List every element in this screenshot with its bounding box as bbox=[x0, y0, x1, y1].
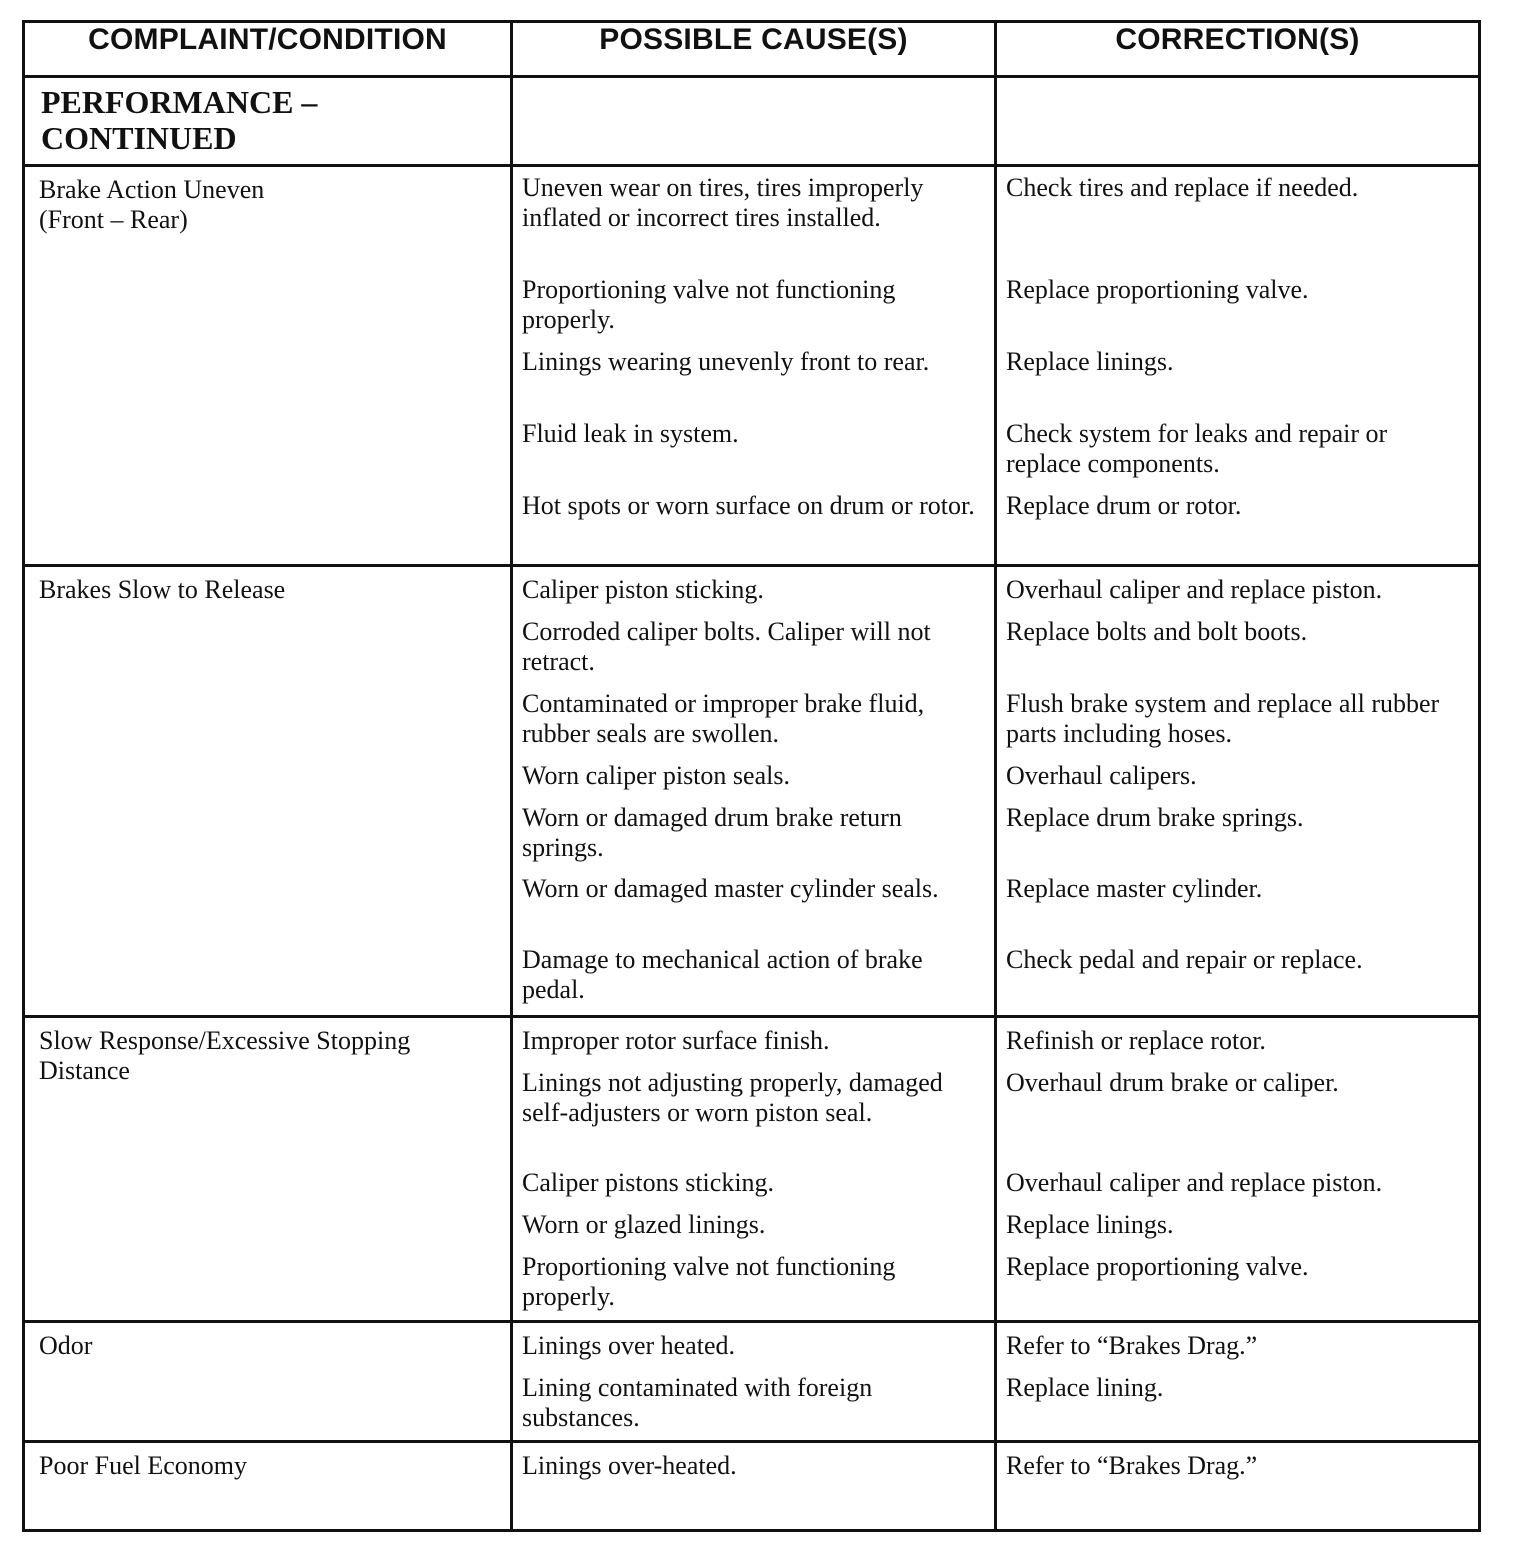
table-row bbox=[24, 1016, 1480, 1322]
correction-text: Overhaul calipers. bbox=[1006, 761, 1197, 791]
correction-text: Flush brake system and replace all rubber parts including hoses. bbox=[1006, 689, 1440, 749]
cause-text: Linings over-heated. bbox=[522, 1450, 737, 1480]
cause-text: Lining contaminated with foreign substances. bbox=[522, 1373, 873, 1433]
correction-text: Refinish or replace rotor. bbox=[1006, 1025, 1266, 1055]
section-empty-cell bbox=[996, 77, 1480, 166]
cause-text: Uneven wear on tires, tires improperly inflated or incorrect tires installed. bbox=[522, 173, 924, 233]
section-empty-cell bbox=[512, 77, 996, 166]
table-row bbox=[24, 166, 1480, 566]
header-complaint-condition: COMPLAINT/CONDITION bbox=[24, 22, 512, 77]
cause-text: Proportioning valve not functioning properly. bbox=[522, 1251, 896, 1311]
correction-text: Overhaul caliper and replace piston. bbox=[1006, 1167, 1383, 1197]
correction-text: Replace proportioning valve. bbox=[1006, 1251, 1309, 1281]
cause-text: Linings wearing unevenly front to rear. bbox=[522, 347, 930, 377]
cause-text: Worn or damaged master cylinder seals. bbox=[522, 874, 939, 904]
condition-label: Poor Fuel Economy bbox=[39, 1450, 247, 1480]
correction-text: Refer to “Brakes Drag.” bbox=[1006, 1450, 1258, 1480]
condition-label: Odor bbox=[39, 1331, 93, 1361]
header-corrections: CORRECTION(S) bbox=[996, 22, 1480, 77]
cause-text: Proportioning valve not functioning properly. bbox=[522, 275, 896, 335]
correction-text: Replace master cylinder. bbox=[1006, 874, 1263, 904]
cause-text: Hot spots or worn surface on drum or rotor. bbox=[522, 491, 975, 521]
troubleshooting-table bbox=[22, 20, 1481, 1532]
correction-text: Replace proportioning valve. bbox=[1006, 275, 1309, 305]
cause-text: Improper rotor surface finish. bbox=[522, 1025, 830, 1055]
cause-text: Caliper pistons sticking. bbox=[522, 1167, 775, 1197]
table-row bbox=[24, 566, 1480, 1016]
correction-text: Replace drum or rotor. bbox=[1006, 491, 1242, 521]
header-row bbox=[24, 22, 1480, 77]
table-row bbox=[24, 1441, 1480, 1530]
correction-text: Replace linings. bbox=[1006, 1209, 1174, 1239]
cause-text: Contaminated or improper brake fluid, rubber seals are swollen. bbox=[522, 689, 925, 749]
cause-text: Caliper piston sticking. bbox=[522, 575, 764, 605]
section-title: PERFORMANCE – CONTINUED bbox=[41, 84, 318, 157]
correction-text: Replace linings. bbox=[1006, 347, 1174, 377]
section-row bbox=[24, 77, 1480, 166]
correction-text: Check system for leaks and repair or replace components. bbox=[1006, 419, 1388, 479]
cause-text: Damage to mechanical action of brake pedal. bbox=[522, 945, 923, 1005]
table-row bbox=[24, 1322, 1480, 1441]
correction-text: Refer to “Brakes Drag.” bbox=[1006, 1331, 1258, 1361]
cause-text: Corroded caliper bolts. Caliper will not retract. bbox=[522, 617, 931, 677]
cause-text: Linings over heated. bbox=[522, 1331, 735, 1361]
correction-text: Overhaul drum brake or caliper. bbox=[1006, 1067, 1339, 1097]
condition-label: Slow Response/Excessive Stopping Distance bbox=[39, 1025, 411, 1085]
cause-text: Linings not adjusting properly, damaged self-adjusters or worn piston seal. bbox=[522, 1067, 943, 1127]
cause-text: Worn caliper piston seals. bbox=[522, 761, 790, 791]
correction-text: Check tires and replace if needed. bbox=[1006, 173, 1359, 203]
correction-text: Replace drum brake springs. bbox=[1006, 803, 1304, 833]
header-possible-causes: POSSIBLE CAUSE(S) bbox=[512, 22, 996, 77]
correction-text: Replace bolts and bolt boots. bbox=[1006, 617, 1308, 647]
cause-text: Worn or glazed linings. bbox=[522, 1209, 766, 1239]
cause-text: Fluid leak in system. bbox=[522, 419, 739, 449]
section-cell bbox=[24, 77, 512, 166]
correction-text: Check pedal and repair or replace. bbox=[1006, 945, 1363, 975]
correction-text: Overhaul caliper and replace piston. bbox=[1006, 575, 1383, 605]
condition-label: Brake Action Uneven (Front – Rear) bbox=[39, 175, 265, 235]
correction-text: Replace lining. bbox=[1006, 1373, 1164, 1403]
cause-text: Worn or damaged drum brake return springs. bbox=[522, 803, 902, 863]
condition-label: Brakes Slow to Release bbox=[39, 575, 286, 605]
